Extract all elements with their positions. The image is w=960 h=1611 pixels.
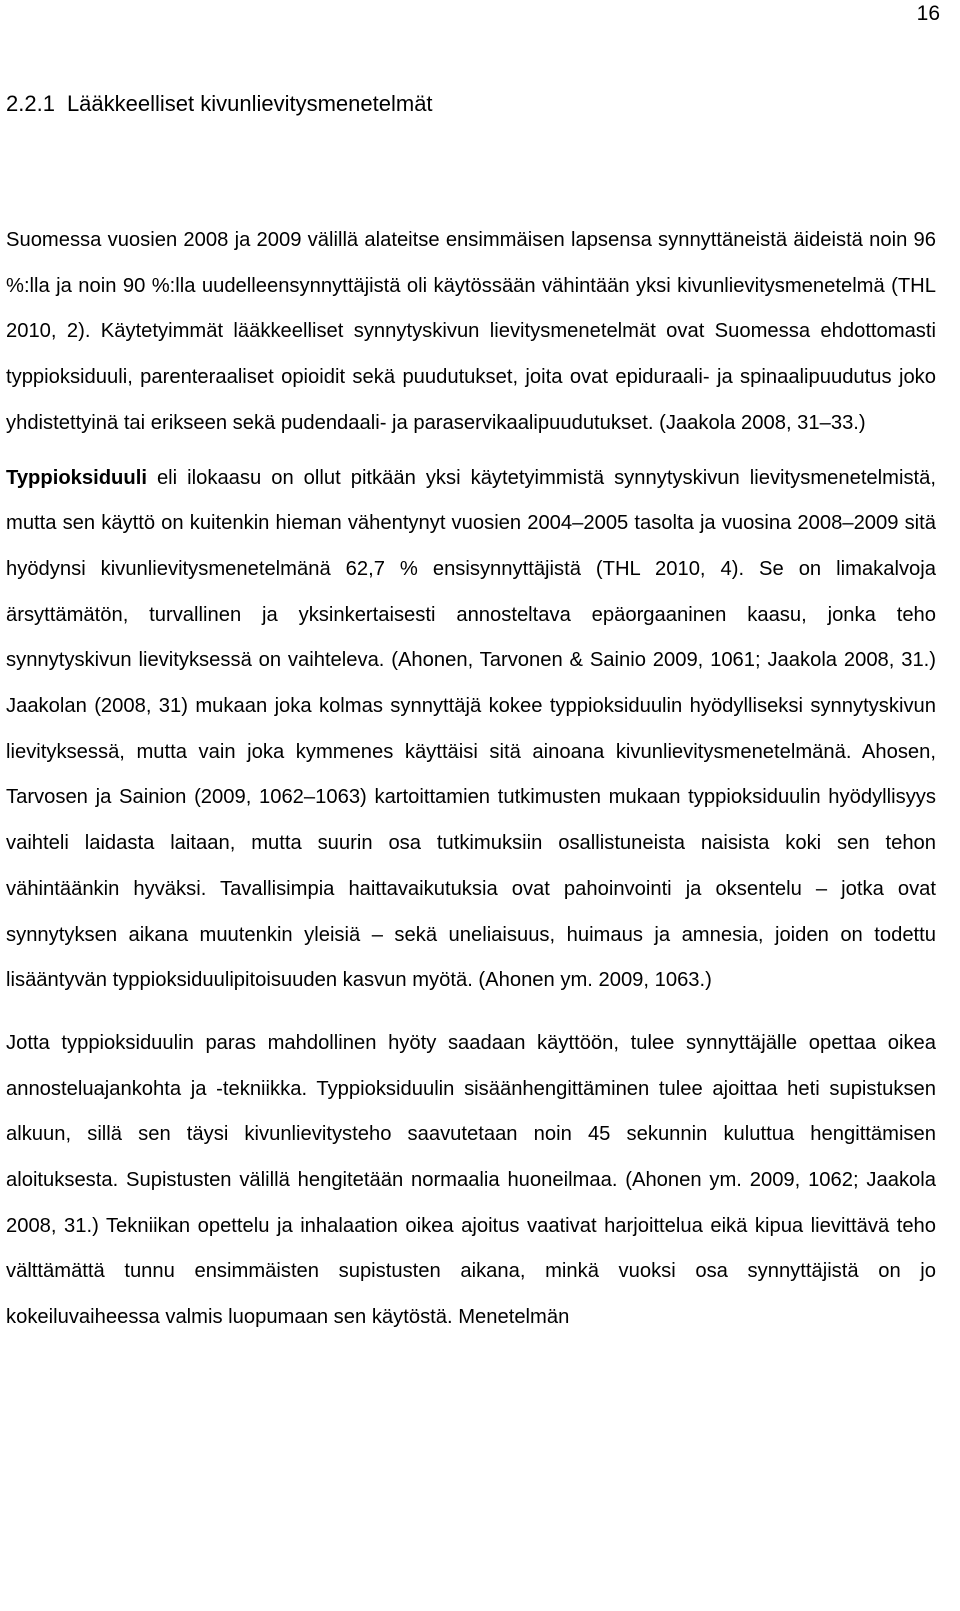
term-typpioksiduuli: Typpioksiduuli <box>6 466 147 489</box>
section-number: 2.2.1 <box>6 91 55 116</box>
body-text <box>6 218 936 1341</box>
paragraph-1: Suomessa vuosien 2008 ja 2009 välillä alateitse ensimmäisen lapsensa synnyttäneistä äideistä noin 96 %:lla ja noin 90 %:lla uudelleensynnyttäjistä oli käytössään vähintään yksi kivunlievitysmenetelmä (THL 2010, 2). Käytetyimmät lääkkeelliset synnytyskivun lievitysmenetelmät ovat Suomessa ehdottomasti typpioksiduuli, parenteraaliset opioidit sekä puudutukset, joita ovat epiduraali- ja spinaalipuudutus joko yhdistettyinä tai erikseen sekä pudendaali- ja paraservikaalipuudutukset. (Jaakola 2008, 31–33.) <box>6 229 936 434</box>
section-heading <box>6 91 433 117</box>
page-number: 16 <box>916 2 940 25</box>
paragraph-2-text: eli ilokaasu on ollut pitkään yksi käytetyimmistä synnytyskivun lievitysmenetelmistä, mutta sen käyttö on kuitenkin hieman vähentynyt vuosien 2004–2005 tasolta ja vuosina 2008–2009 sitä hyödynsi kivunlievitysmenetelmänä 62,7 % ensisynnyttäjistä (THL 2010, 4). Se on limakalvoja ärsyttämätön, turvallinen ja yksinkertaisesti annosteltava epäorgaaninen kaasu, jonka teho synnytyskivun lievityksessä on vaihteleva. (Ahonen, Tarvonen & Sainio 2009, 1061; Jaakola 2008, 31.) Jaakolan (2008, 31) mukaan joka kolmas synnyttäjä kokee typpioksiduulin hyödylliseksi synnytyskivun lievityksessä, mutta vain joka kymmenes käyttäisi sitä ainoana kivunlievitysmenetelmänä. Ahosen, Tarvosen ja Sainion (2009, 1062–1063) kartoittamien tutkimusten mukaan typpioksiduulin hyödyllisyys vaihteli laidasta laitaan, mutta suurin osa tutkimuksiin osallistuneista naisista koki sen tehon vähintäänkin hyväksi. Tavallisimpia haittavaikutuksia ovat pahoinvointi ja oksentelu – jotka ovat synnytyksen aikana muutenkin yleisiä – sekä uneliaisuus, huimaus ja amnesia, joiden on todettu lisääntyvän typpioksiduulipitoisuuden kasvun myötä. (Ahonen ym. 2009, 1063.) <box>6 466 936 992</box>
paragraph-3: Jotta typpioksiduulin paras mahdollinen hyöty saadaan käyttöön, tulee synnyttäjälle opettaa oikea annosteluajankohta ja -tekniikka. Typpioksiduulin sisäänhengittäminen tulee ajoittaa heti supistuksen alkuun, sillä sen täysi kivunlievitysteho saavutetaan noin 45 sekunnin kuluttua hengittämisen aloituksesta. Supistusten välillä hengitetään normaalia huoneilmaa. (Ahonen ym. 2009, 1062; Jaakola 2008, 31.) Tekniikan opettelu ja inhalaation oikea ajoitus vaativat harjoittelua eikä kipua lievittävä teho välttämättä tunnu ensimmäisten supistusten aikana, minkä vuoksi osa synnyttäjistä on jo kokeiluvaiheessa valmis luopumaan sen käytöstä. Menetelmän <box>6 1031 936 1329</box>
paragraph-2 <box>6 456 936 1004</box>
section-title: Lääkkeelliset kivunlievitysmenetelmät <box>66 91 433 116</box>
